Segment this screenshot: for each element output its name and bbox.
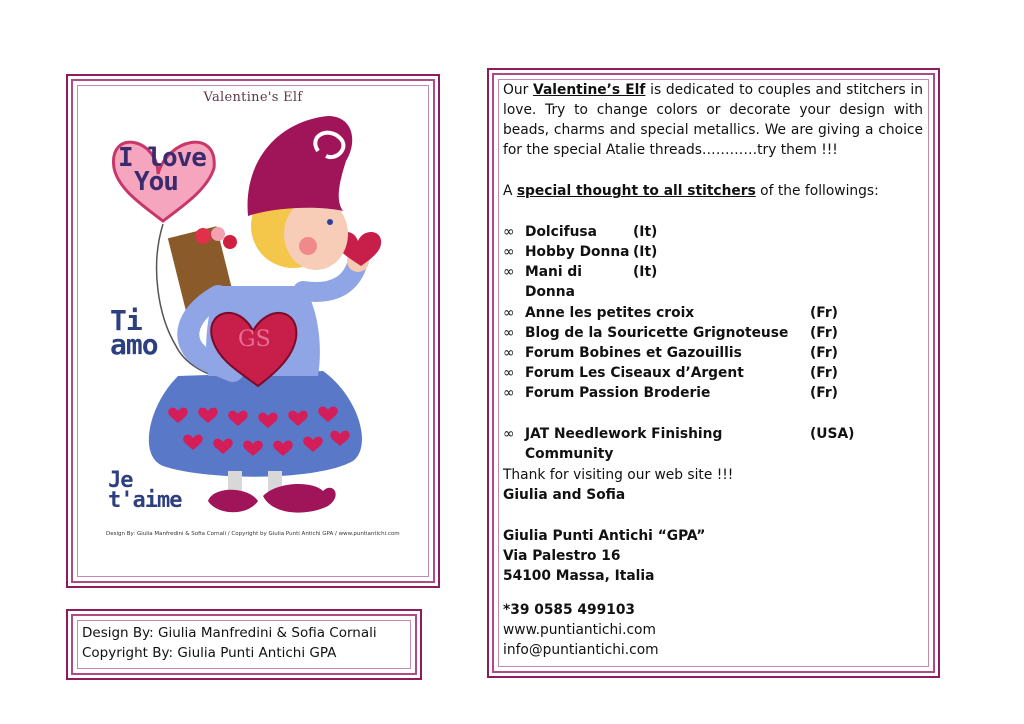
intro-paragraph: Our Valentine’s Elf is dedicated to couples and stitchers in love. Try to change colors or decorate your design with beads, charms and special metallics. We are giving a choice for the special Atalie threads…………try them !!! <box>503 82 924 158</box>
basket-heart <box>223 235 237 249</box>
list-usa <box>503 424 923 462</box>
signature-text: Giulia and Sofia <box>503 487 626 503</box>
list-item: ∞ Mani di Donna (It) <box>503 264 658 300</box>
pattern-frame <box>66 74 440 588</box>
company-name: Giulia Punti Antichi “GPA” <box>503 528 706 544</box>
thought-paragraph: A special thought to all stitchers of the followings: <box>503 183 879 199</box>
elf-leg <box>228 471 242 493</box>
elf-cheek <box>299 237 317 255</box>
pattern-small-credit: Design By: Giulia Manfredini & Sofia Cornali / Copyright by Giulia Punti Antichi GPA / www.puntiantichi.com <box>106 531 400 537</box>
infinity-bullet-icon: ∞ <box>503 325 515 341</box>
infinity-bullet-icon: ∞ <box>503 224 515 240</box>
list-item: ∞ Forum Les Ciseaux d’Argent (Fr) <box>503 365 838 381</box>
list-item: ∞ Blog de la Souricette Grignoteuse (Fr) <box>503 325 838 341</box>
valentines-elf-link[interactable]: Valentine’s Elf <box>533 82 646 98</box>
list-item: ∞ Dolcifusa (It) <box>503 224 658 240</box>
credits-design: Design By: Giulia Manfredini & Sofia Cornali <box>82 625 377 641</box>
list-item: ∞ Forum Bobines et Gazouillis (Fr) <box>503 345 838 361</box>
infinity-bullet-icon: ∞ <box>503 345 515 361</box>
list-item: ∞ JAT Needlework Finishing Community (USA) <box>503 426 855 462</box>
elf-eye <box>327 219 333 225</box>
address-street: Via Palestro 16 <box>503 548 621 564</box>
infinity-bullet-icon: ∞ <box>503 305 515 321</box>
ti-text: Ti <box>110 304 142 337</box>
thanks-text: Thank for visiting our web site !!! <box>503 467 734 483</box>
pattern-title: Valentine's Elf <box>203 90 303 105</box>
elf-shoe <box>208 490 258 513</box>
website-link[interactable]: www.puntiantichi.com <box>503 622 656 638</box>
dress-skirt <box>149 371 362 477</box>
elf-hat <box>248 116 353 216</box>
infinity-bullet-icon: ∞ <box>503 365 515 381</box>
phone-number: *39 0585 499103 <box>503 602 636 618</box>
list-it <box>503 222 923 300</box>
credits-frame <box>66 609 422 680</box>
balloon-text-line2: You <box>134 167 178 197</box>
basket-heart <box>195 228 211 244</box>
gs-monogram: GS <box>238 327 271 352</box>
credits-copyright: Copyright By: Giulia Punti Antichi GPA <box>82 645 337 661</box>
info-frame <box>487 68 940 678</box>
basket-heart <box>211 227 225 241</box>
infinity-bullet-icon: ∞ <box>503 426 515 442</box>
list-item: ∞ Forum Passion Broderie (Fr) <box>503 385 838 401</box>
amo-text: amo <box>110 328 158 361</box>
list-item: ∞ Anne les petites croix (Fr) <box>503 305 838 321</box>
list-item: ∞ Hobby Donna (It) <box>503 244 658 260</box>
infinity-bullet-icon: ∞ <box>503 244 515 260</box>
infinity-bullet-icon: ∞ <box>503 264 515 280</box>
info-text <box>503 80 923 660</box>
list-fr <box>503 303 923 403</box>
taime-text: t'aime <box>108 488 182 513</box>
credits-text <box>82 623 377 663</box>
special-thought-link[interactable]: special thought to all stitchers <box>516 183 756 199</box>
infinity-bullet-icon: ∞ <box>503 385 515 401</box>
je-text: Je <box>108 468 133 493</box>
email-link[interactable]: info@puntiantichi.com <box>503 642 659 658</box>
address-city: 54100 Massa, Italia <box>503 568 655 584</box>
balloon-text-line1: I love <box>118 143 206 173</box>
